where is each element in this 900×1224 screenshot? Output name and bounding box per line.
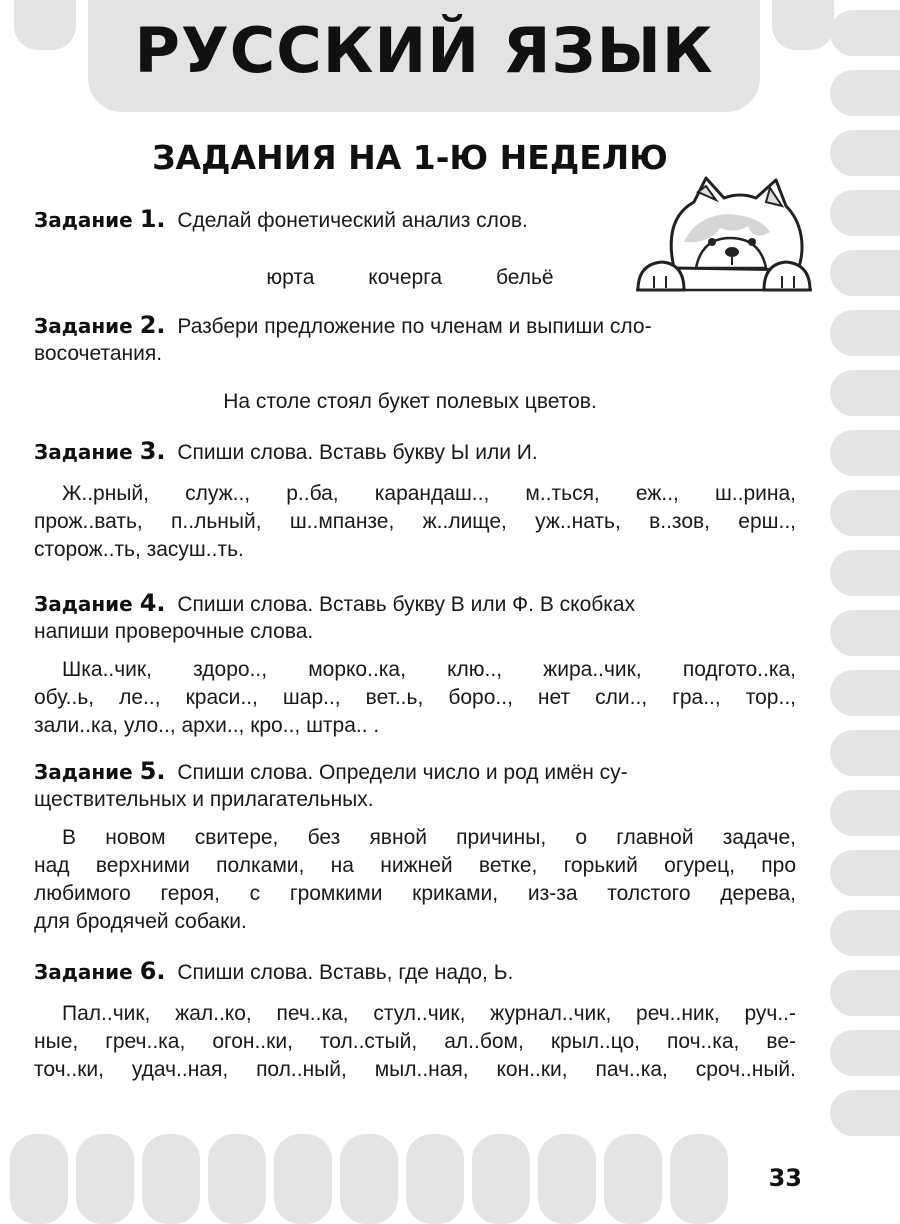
side-tab (830, 10, 900, 56)
side-tab (830, 610, 900, 656)
task-instruction: ществительных и прилагательных. (34, 788, 374, 811)
task-label: Задание 5. (34, 757, 166, 785)
task-label: Задание 6. (34, 957, 166, 985)
exercise-line: обу..ь, ле.., краси.., шар.., вет..ь, боро.., нет сли.., гра.., тор.., (34, 686, 796, 709)
bottom-tab (76, 1134, 134, 1224)
word: юрта (266, 266, 315, 289)
page-number: 33 (768, 1164, 802, 1192)
task-instruction: напиши проверочные слова. (34, 620, 314, 643)
exercise-line: над верхними полками, на нижней ветке, горький огурец, про (34, 854, 796, 877)
side-tab (830, 490, 900, 536)
task-1-words (0, 266, 820, 290)
task-4-exercise (34, 656, 796, 740)
task-2-sentence: На столе стоял букет полевых цветов. (223, 390, 597, 413)
side-tab (830, 190, 900, 236)
side-tab (830, 790, 900, 836)
task-2 (34, 312, 796, 367)
side-tab (830, 910, 900, 956)
bottom-tab (208, 1134, 266, 1224)
exercise-line: Пал..чик, жал..ко, печ..ка, стул..чик, журнал..чик, реч..ник, руч..- (62, 1002, 796, 1025)
side-decorative-tabs (822, 0, 900, 1200)
task-3 (34, 438, 796, 466)
exercise-line: прож..вать, п..льный, ш..мпанзе, ж..лище, уж..нать, в..зов, ерш.., (34, 510, 796, 533)
side-tab (830, 1030, 900, 1076)
bottom-tab (340, 1134, 398, 1224)
task-6-exercise (34, 1000, 796, 1084)
word: бельё (495, 266, 554, 289)
task-instruction: Спиши слова. Вставь букву Ы или И. (177, 441, 538, 464)
task-5 (34, 758, 796, 813)
task-instruction: Спиши слова. Определи число и род имён су- (177, 761, 628, 784)
task-instruction: Спиши слова. Вставь, где надо, Ь. (177, 961, 514, 984)
side-tab (830, 730, 900, 776)
side-tab (830, 670, 900, 716)
exercise-line: Ж..рный, служ.., р..ба, карандаш.., м..ться, еж.., ш..рина, (62, 482, 796, 505)
task-3-exercise (34, 480, 796, 564)
side-tab (830, 250, 900, 296)
bottom-tab (538, 1134, 596, 1224)
side-tab (830, 970, 900, 1016)
bottom-tab (142, 1134, 200, 1224)
bottom-tab (472, 1134, 530, 1224)
task-5-exercise (34, 824, 796, 936)
task-label: Задание 1. (34, 205, 166, 233)
bottom-decorative-tabs (0, 1120, 900, 1200)
side-tab (830, 370, 900, 416)
bottom-tab (10, 1134, 68, 1224)
exercise-line: зали..ка, уло.., архи.., кро.., штра.. . (34, 714, 380, 737)
task-instruction: Спиши слова. Вставь букву В или Ф. В скобках (177, 593, 636, 616)
bottom-tab (604, 1134, 662, 1224)
bottom-tab (670, 1134, 728, 1224)
task-instruction: восочетания. (34, 342, 163, 365)
header-side-tab (772, 0, 834, 50)
bottom-tab (406, 1134, 464, 1224)
task-instruction: Сделай фонетический анализ слов. (177, 209, 528, 232)
exercise-line: для бродячей собаки. (34, 910, 247, 933)
exercise-line: точ..ки, удач..ная, пол..ный, мыл..ная, кон..ки, пач..ка, сроч..ный. (34, 1058, 796, 1081)
side-tab (830, 310, 900, 356)
side-tab (830, 130, 900, 176)
task-label: Задание 3. (34, 437, 166, 465)
task-label: Задание 2. (34, 311, 166, 339)
side-tab (830, 850, 900, 896)
task-instruction: Разбери предложение по членам и выпиши сло- (177, 315, 652, 338)
task-1 (34, 206, 796, 234)
subject-title: РУССКИЙ ЯЗЫК (134, 14, 714, 87)
task-6 (34, 958, 796, 986)
exercise-line: Шка..чик, здоро.., морко..ка, клю.., жира..чик, подгото..ка, (62, 658, 796, 681)
task-4 (34, 590, 796, 645)
exercise-line: В новом свитере, без явной причины, о главной задаче, (62, 826, 796, 849)
exercise-line: любимого героя, с громкими криками, из-за толстого дерева, (34, 882, 796, 905)
word: кочерга (368, 266, 443, 289)
week-title: ЗАДАНИЯ НА 1-Ю НЕДЕЛЮ (152, 138, 668, 177)
side-tab (830, 550, 900, 596)
side-tab (830, 430, 900, 476)
bottom-tab (274, 1134, 332, 1224)
exercise-line: сторож..ть, засуш..ть. (34, 538, 244, 561)
header-side-tab (14, 0, 76, 50)
side-tab (830, 70, 900, 116)
exercise-line: ные, греч..ка, огон..ки, тол..стый, ал..бом, крыл..цо, поч..ка, ве- (34, 1030, 796, 1053)
task-label: Задание 4. (34, 589, 166, 617)
